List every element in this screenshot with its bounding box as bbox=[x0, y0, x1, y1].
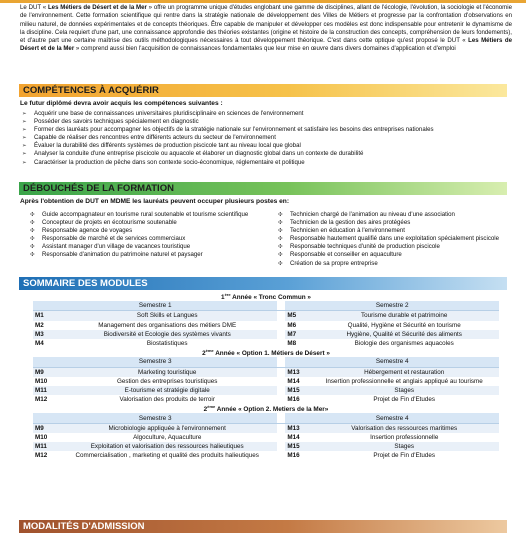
list-item bbox=[278, 243, 518, 251]
semester-label: Semestre 1 bbox=[33, 301, 277, 311]
module-code: M16 bbox=[285, 395, 309, 404]
module-row bbox=[33, 386, 499, 395]
module-code: M2 bbox=[33, 321, 57, 330]
module-title: Hygiène, Qualité et Sécurité des aliments bbox=[309, 330, 499, 339]
module-code: M13 bbox=[285, 423, 309, 433]
column-gap bbox=[277, 413, 285, 423]
list-item-text: Responsable agence de voyages bbox=[42, 227, 133, 235]
list-item-text: Posséder des savoirs techniques spécialement en diagnostic bbox=[34, 118, 199, 126]
module-title: Management des organisations des métiers DME bbox=[57, 321, 277, 330]
debouches-list-right bbox=[278, 211, 518, 268]
admission-heading: MODALITÉS D'ADMISSION bbox=[19, 520, 507, 533]
list-item-text: Caractériser la production de pêche dans son contexte socio-économique, réglementaire et politique bbox=[34, 158, 305, 166]
module-code: M12 bbox=[33, 451, 57, 460]
column-gap bbox=[277, 395, 285, 404]
module-title: Biostatistiques bbox=[57, 339, 277, 348]
list-item-text: Former des lauréats pour accompagner les objectifs de la stratégie nationale sur l'environnement et satisfaire les besoins des entreprises nationales bbox=[34, 126, 434, 134]
list-item-text: Assistant manager d'un village de vacances touristique bbox=[42, 243, 191, 251]
list-item bbox=[22, 142, 502, 150]
module-title: Stages bbox=[309, 386, 499, 395]
intro-text: » offre un programme unique d'études englobant une gamme de disciplines, allant de l'écologie, l'évolution, la sociologie et l'économie de l'environnement. Cette formation scientifique qui rentre dans la stratégie nationale de développement des Villes de Métiers et progresse par la confrontation d'observations en milieu naturel, de données expérimentales et de concepts théoriques. Être capable de manipuler et développer ces modèles est donc indispensable pour entretenir le dynamisme de la discipline. Cela requiert d'une part, une connaissance approfondie des théories existantes (origine et histoire de la construction des concepts, compréhension de leurs fondements), et d'autre part une certaine maîtrise des outils méthodologiques nécessaires à tout développement théorique. C'est dans cette optique qu'est proposé le DUT « bbox=[20, 4, 513, 45]
column-gap bbox=[277, 442, 285, 451]
module-title: E-tourisme et stratégie digitale bbox=[57, 386, 277, 395]
list-item bbox=[278, 211, 518, 219]
list-item-text: Responsable de marché et de services commerciaux bbox=[42, 235, 186, 243]
intro-paragraph bbox=[20, 4, 512, 54]
list-item-text: Responsable techniques d'unité de production piscicole bbox=[290, 243, 440, 251]
list-item-text: Évaluer la durabilité des différents systèmes de production piscicole tant au niveau local que global bbox=[34, 142, 301, 150]
semester-header-row bbox=[33, 357, 499, 367]
semester-label: Semestre 3 bbox=[33, 357, 277, 367]
intro-text: Le DUT « bbox=[20, 4, 47, 11]
module-code: M12 bbox=[33, 395, 57, 404]
semester-label: Semestre 4 bbox=[285, 413, 499, 423]
list-item bbox=[30, 227, 280, 235]
bullet-icon: ✣ bbox=[278, 244, 283, 251]
module-title: Projet de Fin d'Etudes bbox=[309, 395, 499, 404]
list-item bbox=[278, 219, 518, 227]
module-row bbox=[33, 451, 499, 460]
module-title: Algoculture, Aquaculture bbox=[57, 433, 277, 442]
module-code: M10 bbox=[33, 377, 57, 386]
module-title: Exploitation et valorisation des ressources halieutiques bbox=[57, 442, 277, 451]
module-code: M16 bbox=[285, 451, 309, 460]
module-title: Projet de Fin d'Etudes bbox=[309, 451, 499, 460]
year-title: 2ème Année « Option 2. Metiers de la Mer» bbox=[33, 404, 499, 413]
module-row bbox=[33, 377, 499, 386]
bullet-icon: ➢ bbox=[22, 151, 27, 158]
bullet-icon: ✣ bbox=[30, 212, 35, 218]
list-item-text: Responsable hautement qualifié dans une exploitation spécialement piscicole bbox=[290, 235, 500, 243]
module-title: Commercialisation , marketing et qualité des produits halieutiques bbox=[57, 451, 277, 460]
intro-program-name: Les Métiers de Désert et de la Mer bbox=[46, 4, 149, 11]
bullet-icon: ✣ bbox=[30, 244, 35, 251]
list-item-text: Analyser la conduite d'une entreprise piscicole ou aquacole et élaborer un diagnostic global dans un contexte de durabilité bbox=[34, 150, 364, 158]
module-row bbox=[33, 395, 499, 404]
module-title: Gestion des entreprises touristiques bbox=[57, 377, 277, 386]
bullet-icon: ➢ bbox=[22, 127, 27, 134]
module-code: M11 bbox=[33, 386, 57, 395]
module-title: Stages bbox=[309, 442, 499, 451]
modules-heading: SOMMAIRE DES MODULES bbox=[19, 277, 507, 290]
list-item bbox=[278, 235, 518, 243]
top-accent-bar bbox=[0, 0, 526, 3]
list-item-text: Concepteur de projets en écotourisme soutenable bbox=[42, 219, 177, 227]
module-row bbox=[33, 367, 499, 377]
module-title: Qualité, Hygiène et Sécurité en tourisme bbox=[309, 321, 499, 330]
module-row bbox=[33, 442, 499, 451]
semester-header-row bbox=[33, 301, 499, 311]
module-code: M9 bbox=[33, 367, 57, 377]
module-code: M14 bbox=[285, 377, 309, 386]
list-item-text: Acquérir une base de connaissances universitaires pluridisciplinaire en sciences de l'environnement bbox=[34, 110, 304, 117]
module-title: Hébergement et restauration bbox=[309, 367, 499, 377]
bullet-icon: ➢ bbox=[22, 143, 27, 150]
module-code: M15 bbox=[285, 442, 309, 451]
module-row bbox=[33, 339, 499, 348]
year-header-row bbox=[33, 292, 499, 301]
column-gap bbox=[277, 367, 285, 377]
list-item bbox=[22, 118, 502, 126]
column-gap bbox=[277, 423, 285, 433]
semester-label: Semestre 2 bbox=[285, 301, 499, 311]
bullet-icon: ✣ bbox=[30, 220, 35, 227]
bullet-icon: ✣ bbox=[30, 228, 35, 235]
bullet-icon: ➢ bbox=[22, 135, 27, 142]
list-item bbox=[22, 126, 502, 134]
column-gap bbox=[277, 357, 285, 367]
column-gap bbox=[277, 330, 285, 339]
list-item-text: Responsable d'animation du patrimoine naturel et paysager bbox=[42, 251, 203, 259]
year-title: 2ème Année « Option 1. Métiers de Désert » bbox=[33, 348, 499, 357]
debouches-lead: Après l'obtention de DUT en MDME les lauréats peuvent occuper plusieurs postes en: bbox=[20, 198, 290, 205]
competences-heading: COMPÉTENCES À ACQUÉRIR bbox=[19, 84, 507, 97]
list-item-text: Responsable et conseiller en aquaculture bbox=[290, 251, 402, 259]
year-header-row bbox=[33, 348, 499, 357]
bullet-icon: ✣ bbox=[30, 236, 35, 243]
list-item bbox=[22, 159, 502, 167]
list-item-text: Guide accompagnateur en tourisme rural soutenable et tourisme scientifique bbox=[42, 211, 249, 218]
module-row bbox=[33, 321, 499, 330]
competences-list bbox=[22, 110, 502, 167]
debouches-list-left bbox=[30, 211, 280, 260]
module-code: M1 bbox=[33, 311, 57, 321]
column-gap bbox=[277, 386, 285, 395]
module-code: M8 bbox=[285, 339, 309, 348]
list-item bbox=[30, 211, 280, 219]
column-gap bbox=[277, 311, 285, 321]
list-item bbox=[22, 150, 502, 158]
bullet-icon: ✣ bbox=[278, 220, 283, 227]
competences-lead: Le futur diplômé devra avoir acquis les compétences suivantes : bbox=[20, 100, 223, 107]
module-title: Microbiologie appliquée à l'environnement bbox=[57, 423, 277, 433]
list-item-text: Technicien de la gestion des aires protégées bbox=[290, 219, 411, 227]
debouches-heading: DÉBOUCHÉS DE LA FORMATION bbox=[19, 182, 507, 195]
bullet-icon: ✣ bbox=[30, 252, 35, 259]
list-item bbox=[30, 243, 280, 251]
module-title: Insertion professionnelle et anglais appliqué au tourisme bbox=[309, 377, 499, 386]
module-title: Insertion professionnelle bbox=[309, 433, 499, 442]
module-code: M11 bbox=[33, 442, 57, 451]
list-item bbox=[30, 219, 280, 227]
list-item bbox=[30, 251, 280, 259]
module-code: M13 bbox=[285, 367, 309, 377]
module-title: Valorisation des produits de terroir bbox=[57, 395, 277, 404]
module-code: M5 bbox=[285, 311, 309, 321]
list-item bbox=[278, 251, 518, 259]
list-item bbox=[22, 134, 502, 142]
intro-program-name: Les Métiers de Désert et de la Mer bbox=[20, 37, 512, 53]
bullet-icon: ➢ bbox=[22, 111, 27, 117]
module-title: Marketing touristique bbox=[57, 367, 277, 377]
module-row bbox=[33, 423, 499, 433]
column-gap bbox=[277, 433, 285, 442]
module-code: M6 bbox=[285, 321, 309, 330]
list-item-text: Technicien en éducation à l'environnement bbox=[290, 227, 405, 235]
module-title: Tourisme durable et patrimoine bbox=[309, 311, 499, 321]
bullet-icon: ✣ bbox=[278, 236, 283, 243]
module-row bbox=[33, 311, 499, 321]
list-item-text: Capable de réaliser des rencontres entre différents acteurs du secteur de l'environnement bbox=[34, 134, 276, 142]
module-code: M10 bbox=[33, 433, 57, 442]
module-title: Biodiversité et Ecologie des systèmes vivants bbox=[57, 330, 277, 339]
module-title: Soft Skills et Langues bbox=[57, 311, 277, 321]
bullet-icon: ✣ bbox=[278, 252, 283, 259]
module-code: M14 bbox=[285, 433, 309, 442]
bullet-icon: ➢ bbox=[22, 159, 27, 166]
semester-header-row bbox=[33, 413, 499, 423]
module-row bbox=[33, 330, 499, 339]
module-code: M15 bbox=[285, 386, 309, 395]
module-code: M7 bbox=[285, 330, 309, 339]
column-gap bbox=[277, 451, 285, 460]
semester-label: Semestre 3 bbox=[33, 413, 277, 423]
column-gap bbox=[277, 321, 285, 330]
module-title: Biologie des organismes aquacoles bbox=[309, 339, 499, 348]
bullet-icon: ✣ bbox=[278, 212, 283, 218]
list-item-text: Technicien chargé de l'animation au niveau d'une association bbox=[290, 211, 455, 218]
module-code: M9 bbox=[33, 423, 57, 433]
column-gap bbox=[277, 377, 285, 386]
list-item bbox=[30, 235, 280, 243]
year-title: 1ère Année « Tronc Commun » bbox=[33, 292, 499, 301]
list-item bbox=[278, 260, 518, 268]
list-item-text: Création de sa propre entreprise bbox=[290, 259, 378, 267]
module-code: M4 bbox=[33, 339, 57, 348]
bullet-icon: ✣ bbox=[278, 228, 283, 235]
bullet-icon: ➢ bbox=[22, 119, 27, 126]
module-code: M3 bbox=[33, 330, 57, 339]
list-item bbox=[278, 227, 518, 235]
bullet-icon: ✣ bbox=[278, 260, 283, 267]
modules-table bbox=[33, 292, 499, 460]
column-gap bbox=[277, 301, 285, 311]
intro-text: » comprend aussi bien l'acquisition de connaissances fondamentales que leur mise en œuvre dans divers domaines d'application et d'emploi bbox=[74, 45, 456, 53]
module-row bbox=[33, 433, 499, 442]
year-header-row bbox=[33, 404, 499, 413]
module-title: Valorisation des ressources maritimes bbox=[309, 423, 499, 433]
column-gap bbox=[277, 339, 285, 348]
list-item bbox=[22, 110, 502, 118]
semester-label: Semestre 4 bbox=[285, 357, 499, 367]
